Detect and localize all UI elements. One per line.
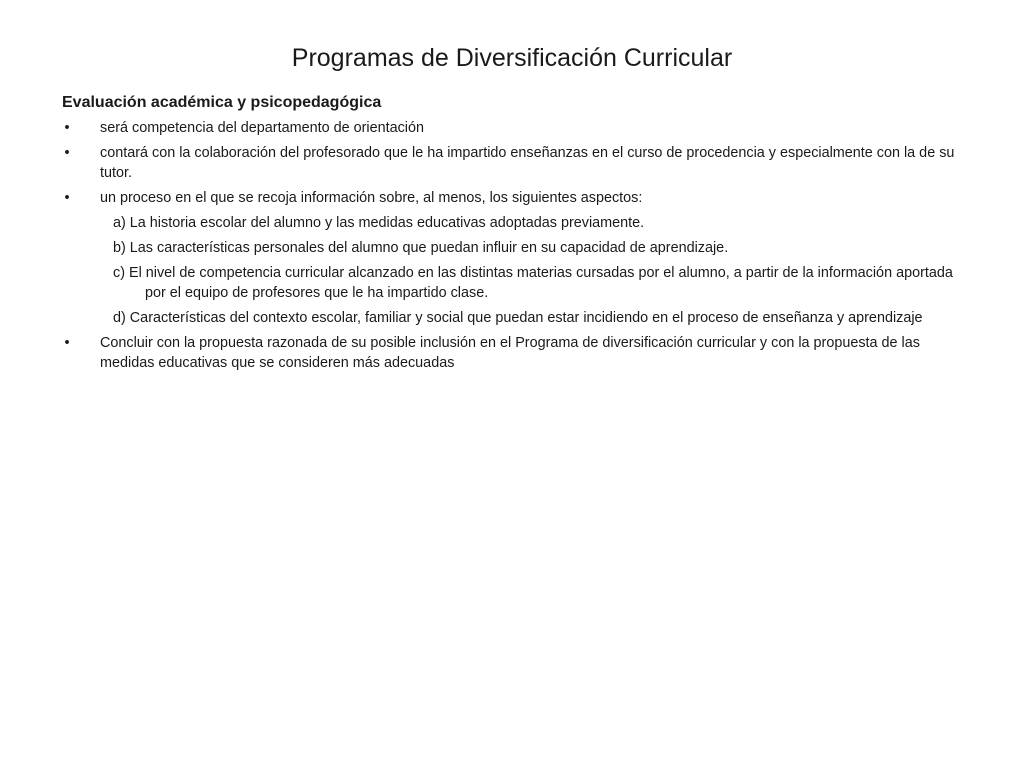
slide-content [62, 92, 974, 378]
bullet-text: contará con la colaboración del profesorado que le ha impartido enseñanzas en el curso de procedencia y especialmente con la de su tutor. [100, 145, 955, 181]
aspect-item-d: d) Características del contexto escolar, familiar y social que puedan estar incidiendo en el proceso de enseñanza y aprendizaje [113, 310, 923, 326]
aspect-item-a: a) La historia escolar del alumno y las medidas educativas adoptadas previamente. [113, 215, 645, 231]
bullet-item-colaboracion [62, 143, 974, 183]
aspect-item-b: b) Las características personales del alumno que puedan influir en su capacidad de aprendizaje. [113, 240, 729, 256]
bullet-item-conclusion [62, 333, 974, 373]
bullet-icon: • [64, 190, 70, 206]
bullet-list [62, 118, 974, 373]
bullet-text: un proceso en el que se recoja información sobre, al menos, los siguientes aspectos: [100, 190, 643, 206]
aspect-item-c: c) El nivel de competencia curricular alcanzado en las distintas materias cursadas por el alumno, a partir de la información aportada por el equipo de profesores que le ha impartido clase. [113, 265, 953, 301]
section-heading: Evaluación académica y psicopedagógica [62, 94, 382, 111]
bullet-icon: • [64, 145, 70, 161]
bullet-icon: • [64, 335, 70, 351]
bullet-text: Concluir con la propuesta razonada de su posible inclusión en el Programa de diversificación curricular y con la propuesta de las medidas educativas que se consideren más adecuadas [100, 335, 920, 371]
aspects-list [100, 213, 974, 328]
bullet-item-proceso [62, 188, 974, 328]
slide-title: Programas de Diversificación Curricular [291, 44, 733, 72]
bullet-item-competencia [62, 118, 974, 138]
bullet-text: será competencia del departamento de orientación [100, 120, 424, 136]
bullet-icon: • [64, 120, 70, 136]
